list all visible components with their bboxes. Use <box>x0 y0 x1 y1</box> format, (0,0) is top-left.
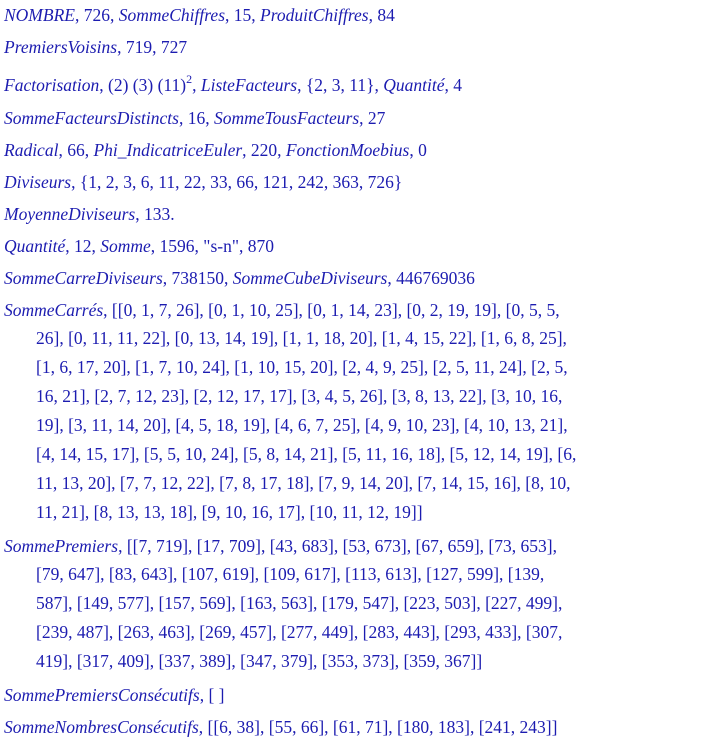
value: , <box>192 75 201 95</box>
exponent: 2 <box>186 72 193 86</box>
label: Radical <box>4 140 59 160</box>
line-somme-carres-3 <box>36 356 568 378</box>
value: [1, 6, 17, 20], [1, 7, 10, 24], [1, 10, 15, 20], [2, 4, 9, 25], [2, 5, 11, 24], [2, 5, <box>36 357 568 377</box>
label: SommeChiffres <box>118 5 226 25</box>
line-nombre <box>4 4 395 26</box>
line-somme-carres-7 <box>36 472 571 494</box>
line-quantite-somme <box>4 235 274 257</box>
value: , 719, 727 <box>117 37 188 57</box>
value: [239, 487], [263, 463], [269, 457], [277, 449], [283, 443], [293, 433], [307, <box>36 622 563 642</box>
line-somme-carres-8 <box>36 501 423 523</box>
value: , 66, <box>58 140 94 160</box>
value: , 15, <box>225 5 261 25</box>
value: , {2, 3, 11}, <box>297 75 384 95</box>
value: [79, 647], [83, 643], [107, 619], [109, 617], [113, 613], [127, 599], [139, <box>36 564 545 584</box>
label: SommeNombresConsécutifs <box>4 717 199 737</box>
label: ListeFacteurs <box>200 75 298 95</box>
value: , 133. <box>135 204 175 224</box>
value: 587], [149, 577], [157, 569], [163, 563], [179, 547], [223, 503], [227, 499], <box>36 593 563 613</box>
line-somme-premiers-2 <box>36 563 544 585</box>
line-somme-nombres-consecutifs <box>4 716 557 738</box>
label: PremiersVoisins <box>4 37 118 57</box>
value: , 738150, <box>162 268 233 288</box>
label: Factorisation <box>4 75 100 95</box>
value: , 220, <box>242 140 286 160</box>
value: , {1, 2, 3, 6, 11, 22, 33, 66, 121, 242, 363, 726} <box>71 172 403 192</box>
line-somme-carres-4 <box>36 385 562 407</box>
value: 16, 21], [2, 7, 12, 23], [2, 12, 17, 17], [3, 4, 5, 26], [3, 8, 13, 22], [3, 10, 16, <box>36 386 563 406</box>
value: , (2) (3) (11) <box>99 75 187 95</box>
value: , 12, <box>65 236 101 256</box>
line-somme-carres-5 <box>36 414 568 436</box>
label: Somme <box>100 236 151 256</box>
label: SommePremiers <box>4 536 119 556</box>
value: , [[6, 38], [55, 66], [61, 71], [180, 183], [241, 243]] <box>198 717 558 737</box>
value: , 27 <box>359 108 386 128</box>
label: SommeCarrés <box>4 300 104 320</box>
line-somme-premiers-consecutifs <box>4 684 225 706</box>
label: FonctionMoebius <box>285 140 410 160</box>
value: , 84 <box>368 5 395 25</box>
value: , [[7, 719], [17, 709], [43, 683], [53, 673], [67, 659], [73, 653], <box>118 536 557 556</box>
line-factorisation <box>4 74 462 96</box>
label: SommeCubeDiviseurs <box>232 268 388 288</box>
line-diviseurs <box>4 171 402 193</box>
line-somme-premiers-1 <box>4 535 557 557</box>
value: , 446769036 <box>387 268 475 288</box>
line-somme-premiers-5 <box>36 650 482 672</box>
value: 19], [3, 11, 14, 20], [4, 5, 18, 19], [4, 6, 7, 25], [4, 9, 10, 23], [4, 10, 13, 21], <box>36 415 568 435</box>
value: 26], [0, 11, 11, 22], [0, 13, 14, 19], [1, 1, 18, 20], [1, 4, 15, 22], [1, 6, 8, 25], <box>36 328 567 348</box>
label: Quantité <box>383 75 445 95</box>
label: Phi_IndicatriceEuler <box>93 140 243 160</box>
label: SommeTousFacteurs <box>213 108 360 128</box>
line-somme-premiers-3 <box>36 592 562 614</box>
label: Quantité <box>4 236 66 256</box>
line-somme-premiers-4 <box>36 621 562 643</box>
value: 419], [317, 409], [337, 389], [347, 379], [353, 373], [359, 367]] <box>36 651 483 671</box>
label: ProduitChiffres <box>260 5 369 25</box>
line-radical <box>4 139 427 161</box>
label: NOMBRE <box>4 5 75 25</box>
value: 11, 21], [8, 13, 13, 18], [9, 10, 16, 17], [10, 11, 12, 19]] <box>36 502 423 522</box>
line-somme-carres-2 <box>36 327 567 349</box>
line-somme-carre-cube <box>4 267 475 289</box>
line-premiers-voisins <box>4 36 187 58</box>
line-somme-carres-6 <box>36 443 576 465</box>
label: SommeCarreDiviseurs <box>4 268 163 288</box>
value: , [[0, 1, 7, 26], [0, 1, 10, 25], [0, 1, 14, 23], [0, 2, 19, 19], [0, 5, 5, <box>103 300 560 320</box>
value: [4, 14, 15, 17], [5, 5, 10, 24], [5, 8, 14, 21], [5, 11, 16, 18], [5, 12, 14, 19], [6, <box>36 444 577 464</box>
value: , 1596, "s-n", 870 <box>150 236 274 256</box>
label: SommePremiersConsécutifs <box>4 685 200 705</box>
value: , 4 <box>444 75 463 95</box>
value: 11, 13, 20], [7, 7, 12, 22], [7, 8, 17, 18], [7, 9, 14, 20], [7, 14, 15, 16], [8, 10, <box>36 473 571 493</box>
value: , [ ] <box>199 685 225 705</box>
value: , 726, <box>74 5 119 25</box>
label: MoyenneDiviseurs <box>4 204 136 224</box>
line-somme-carres-1 <box>4 299 560 321</box>
value: , 0 <box>409 140 427 160</box>
value: , 16, <box>178 108 214 128</box>
label: Diviseurs <box>4 172 72 192</box>
label: SommeFacteursDistincts <box>4 108 179 128</box>
line-somme-facteurs <box>4 107 385 129</box>
line-moyenne-diviseurs <box>4 203 175 225</box>
